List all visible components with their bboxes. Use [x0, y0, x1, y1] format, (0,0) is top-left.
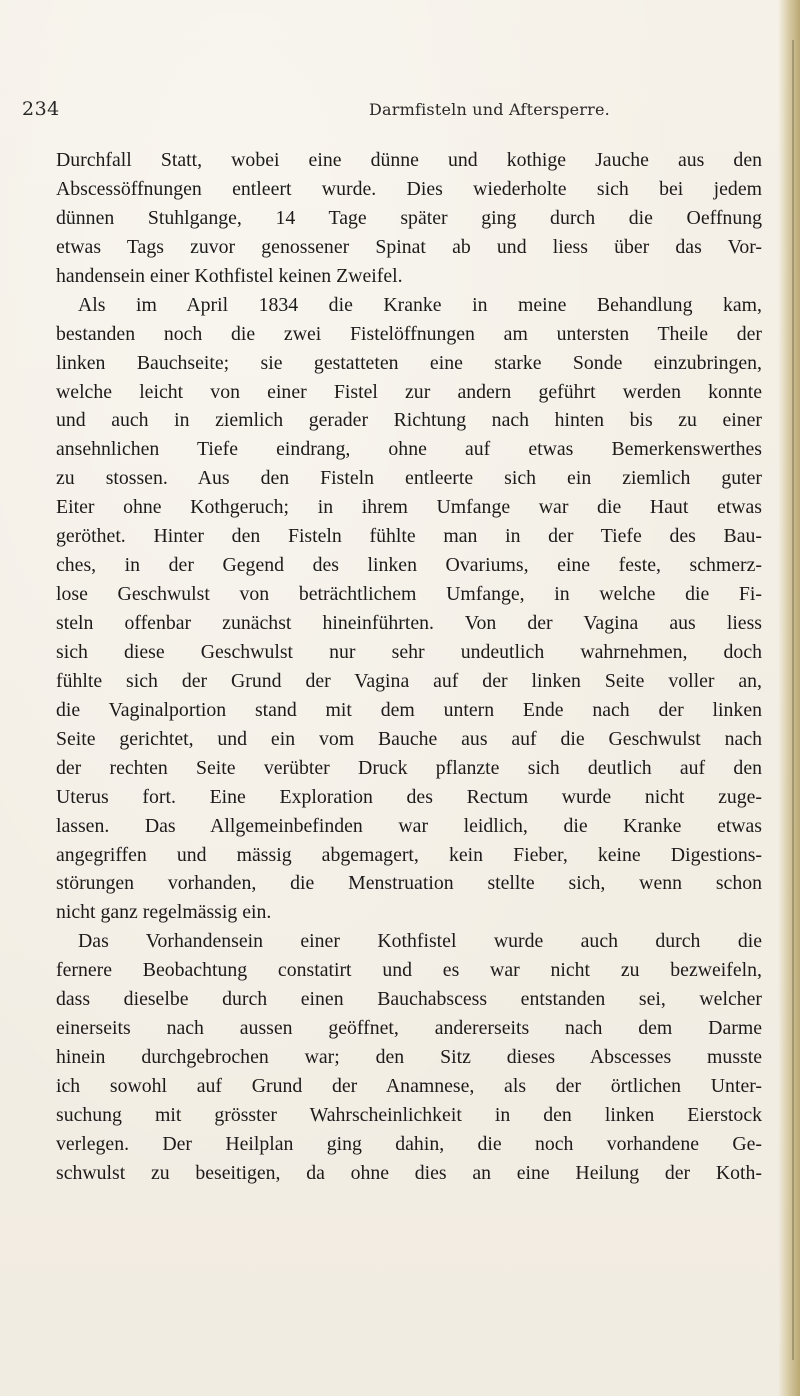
- text-line: geröthet. Hinter den Fisteln fühlte man in der Tiefe des Bau-: [56, 525, 762, 548]
- page-number: 234: [22, 98, 60, 120]
- text-line: zu stossen. Aus den Fisteln entleerte sich ein ziemlich guter: [56, 467, 762, 490]
- text-line: Eiter ohne Kothgeruch; in ihrem Umfange war die Haut etwas: [56, 496, 762, 519]
- text-line: schwulst zu beseitigen, da ohne dies an eine Heilung der Koth-: [56, 1161, 762, 1184]
- text-line: dünnen Stuhlgange, 14 Tage später ging durch die Oeffnung: [56, 206, 762, 229]
- text-line: Das Vorhandensein einer Kothfistel wurde auch durch die: [78, 930, 762, 953]
- text-line: Abscessöffnungen entleert wurde. Dies wiederholte sich bei jedem: [56, 177, 762, 200]
- text-line: einerseits nach aussen geöffnet, andererseits nach dem Darme: [56, 1017, 762, 1040]
- text-line: störungen vorhanden, die Menstruation stellte sich, wenn schon: [56, 872, 762, 895]
- text-line: ansehnlichen Tiefe eindrang, ohne auf etwas Bemerkenswerthes: [56, 438, 762, 461]
- text-line: linken Bauchseite; sie gestatteten eine starke Sonde einzubringen,: [56, 351, 762, 374]
- text-line: der rechten Seite verübter Druck pflanzte sich deutlich auf den: [56, 756, 762, 779]
- text-line: handensein einer Kothfistel keinen Zweifel.: [56, 264, 403, 287]
- text-line: steln offenbar zunächst hineinführten. Von der Vagina aus liess: [56, 612, 762, 634]
- text-line: nicht ganz regelmässig ein.: [56, 901, 272, 924]
- text-line: verlegen. Der Heilplan ging dahin, die noch vorhandene Ge-: [56, 1132, 762, 1155]
- text-line: bestanden noch die zwei Fistelöffnungen am untersten Theile der: [56, 322, 762, 345]
- page-edge-line: [792, 40, 794, 1360]
- text-line: Als im April 1834 die Kranke in meine Behandlung kam,: [78, 293, 762, 316]
- page-edge-shadow: [778, 0, 800, 1396]
- text-line: dass dieselbe durch einen Bauchabscess entstanden sei, welcher: [56, 988, 762, 1011]
- text-line: etwas Tags zuvor genossener Spinat ab und liess über das Vor-: [56, 235, 762, 258]
- text-line: Uterus fort. Eine Exploration des Rectum wurde nicht zuge-: [56, 785, 762, 808]
- running-head: Darmfisteln und Aftersperre.: [369, 100, 610, 119]
- text-line: sich diese Geschwulst nur sehr undeutlich wahrnehmen, doch: [56, 640, 762, 663]
- text-line: die Vaginalportion stand mit dem untern Ende nach der linken: [56, 698, 762, 721]
- text-line: fühlte sich der Grund der Vagina auf der linken Seite voller an,: [56, 669, 762, 692]
- text-line: ich sowohl auf Grund der Anamnese, als der örtlichen Unter-: [56, 1075, 762, 1097]
- text-line: fernere Beobachtung constatirt und es war nicht zu bezweifeln,: [56, 959, 762, 982]
- body-text: [56, 146, 762, 1188]
- page-header: [0, 98, 800, 128]
- text-line: suchung mit grösster Wahrscheinlichkeit in den linken Eierstock: [56, 1103, 762, 1126]
- text-line: und auch in ziemlich gerader Richtung nach hinten bis zu einer: [56, 409, 762, 432]
- text-line: angegriffen und mässig abgemagert, kein Fieber, keine Digestions-: [56, 843, 762, 866]
- text-line: Durchfall Statt, wobei eine dünne und kothige Jauche aus den: [56, 149, 762, 171]
- text-line: hinein durchgebrochen war; den Sitz dieses Abscesses musste: [56, 1046, 762, 1069]
- text-line: ches, in der Gegend des linken Ovariums, eine feste, schmerz-: [56, 554, 762, 577]
- text-line: lassen. Das Allgemeinbefinden war leidlich, die Kranke etwas: [56, 814, 762, 837]
- text-line: lose Geschwulst von beträchtlichem Umfange, in welche die Fi-: [56, 583, 762, 606]
- text-line: welche leicht von einer Fistel zur andern geführt werden konnte: [56, 380, 762, 403]
- text-line: Seite gerichtet, und ein vom Bauche aus auf die Geschwulst nach: [56, 727, 762, 750]
